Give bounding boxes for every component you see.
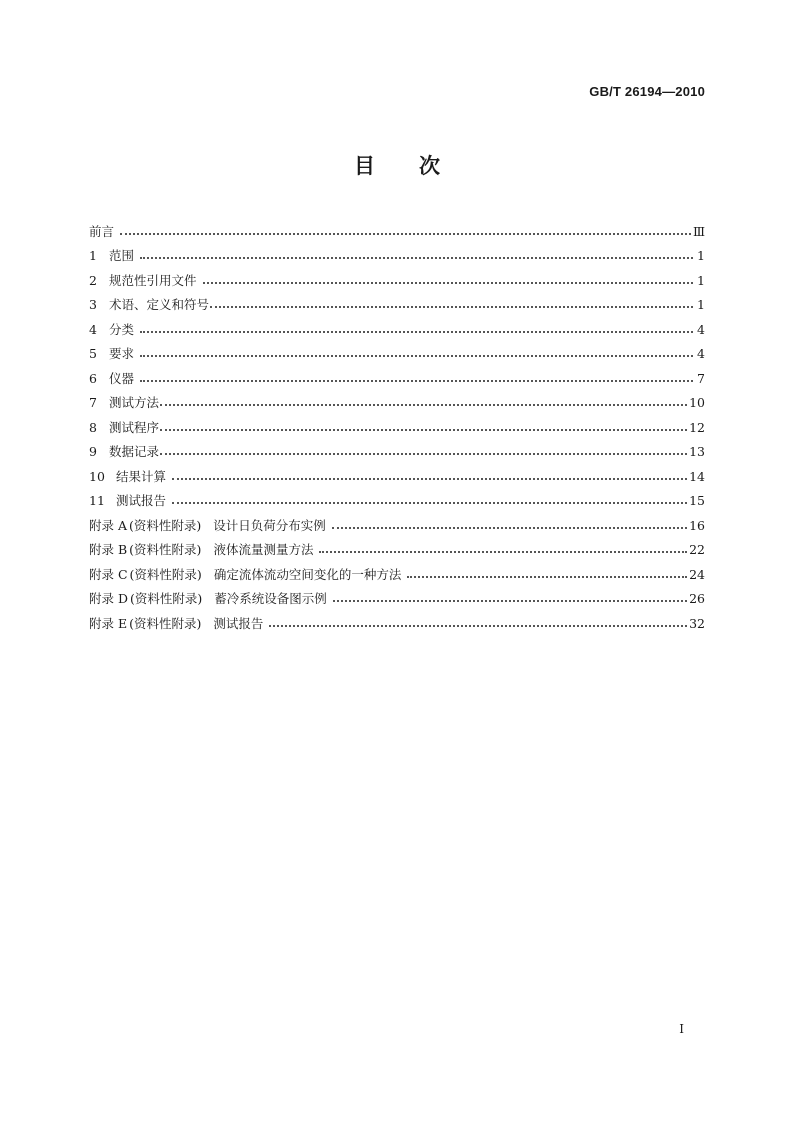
toc-entry-label	[89, 297, 209, 313]
toc-entry-label	[89, 248, 134, 264]
toc-entry-6[interactable]	[89, 362, 705, 387]
toc-annex-d[interactable]	[89, 583, 705, 608]
toc-entry-label	[89, 420, 159, 436]
toc-entry-page: 26	[689, 591, 705, 606]
toc-entry-foreword[interactable]	[89, 215, 705, 240]
toc-entry-number: 9	[89, 444, 97, 459]
toc-entry-title: 结果计算	[116, 468, 167, 484]
toc-entry-label	[89, 224, 114, 240]
toc-entry-label	[89, 518, 326, 534]
annex-note: (资料性附录)	[129, 566, 202, 582]
toc-entry-label	[89, 591, 327, 607]
annex-note: (资料性附录)	[129, 517, 202, 533]
toc-entry-page: 1	[697, 297, 705, 312]
toc-entry-4[interactable]	[89, 313, 705, 338]
toc-entry-title: 前言	[89, 223, 115, 239]
toc-entry-page: Ⅲ	[692, 223, 705, 239]
toc-entry-1[interactable]	[89, 240, 705, 265]
toc-entry-11[interactable]	[89, 485, 705, 510]
toc-annex-a[interactable]	[89, 509, 705, 534]
toc-leader-dots	[140, 353, 693, 357]
table-of-contents	[89, 215, 705, 632]
toc-entry-title: 范围	[109, 248, 135, 263]
toc-entry-title: 测试程序	[109, 419, 160, 435]
toc-leader-dots	[203, 280, 693, 284]
toc-leader-dots	[407, 574, 687, 578]
toc-entry-page: 12	[689, 419, 705, 435]
annex-note: (资料性附录)	[129, 615, 202, 631]
toc-entry-page: 4	[697, 346, 705, 361]
toc-entry-number: 11	[89, 493, 105, 508]
toc-leader-dots	[172, 500, 687, 504]
annex-tag: 附录 E	[89, 615, 128, 631]
annex-title: 设计日负荷分布实例	[213, 517, 326, 533]
toc-entry-2[interactable]	[89, 264, 705, 289]
toc-entry-page: 15	[689, 493, 705, 508]
toc-entry-number: 2	[89, 272, 97, 288]
toc-entry-number: 4	[89, 321, 97, 337]
toc-entry-title: 要求	[109, 346, 135, 361]
toc-entry-label	[89, 371, 134, 387]
toc-leader-dots	[210, 304, 693, 308]
annex-title: 确定流体流动空间变化的一种方法	[213, 566, 402, 582]
toc-entry-label	[89, 346, 134, 362]
toc-leader-dots	[319, 549, 687, 553]
page-title-char-1: 目	[354, 154, 375, 178]
toc-entry-page: 4	[697, 321, 705, 337]
toc-entry-8[interactable]	[89, 411, 705, 436]
toc-entry-label	[89, 444, 159, 460]
toc-entry-number: 1	[89, 248, 97, 263]
toc-leader-dots	[269, 623, 687, 627]
toc-leader-dots	[172, 476, 687, 480]
toc-entry-page: 10	[689, 395, 705, 410]
standard-code: GB/T 26194—2010	[589, 84, 705, 99]
toc-entry-label	[89, 469, 166, 485]
toc-entry-number: 10	[89, 468, 105, 484]
toc-entry-3[interactable]	[89, 289, 705, 314]
toc-entry-number: 3	[89, 297, 97, 312]
toc-entry-label	[89, 395, 159, 411]
toc-entry-10[interactable]	[89, 460, 705, 485]
toc-annex-e[interactable]	[89, 607, 705, 632]
toc-entry-5[interactable]	[89, 338, 705, 363]
toc-entry-7[interactable]	[89, 387, 705, 412]
toc-entry-title: 测试方法	[109, 395, 160, 410]
toc-entry-number: 5	[89, 346, 97, 361]
toc-entry-page: 13	[689, 444, 705, 459]
annex-tag: 附录 D	[89, 591, 128, 606]
annex-tag: 附录 A	[89, 517, 128, 533]
toc-entry-title: 数据记录	[109, 444, 160, 459]
toc-leader-dots	[140, 329, 693, 333]
toc-entry-page: 1	[697, 272, 705, 288]
toc-entry-page: 14	[689, 468, 705, 484]
annex-title: 液体流量测量方法	[213, 542, 314, 557]
toc-entry-label	[89, 616, 263, 632]
annex-tag: 附录 C	[89, 566, 128, 582]
toc-entry-9[interactable]	[89, 436, 705, 461]
toc-entry-title: 测试报告	[116, 493, 167, 508]
toc-leader-dots	[120, 231, 691, 235]
toc-entry-title: 分类	[109, 321, 135, 337]
annex-title: 测试报告	[213, 615, 264, 631]
toc-entry-page: 24	[689, 566, 705, 582]
toc-leader-dots	[140, 378, 693, 382]
toc-entry-page: 32	[689, 615, 705, 631]
annex-tag: 附录 B	[89, 542, 128, 557]
annex-note: (资料性附录)	[130, 591, 203, 606]
toc-entry-label	[89, 567, 401, 583]
toc-entry-page: 1	[697, 248, 705, 263]
toc-entry-label	[89, 493, 166, 509]
toc-leader-dots	[160, 427, 687, 431]
toc-entry-label	[89, 322, 134, 338]
page-title-char-2: 次	[419, 154, 440, 178]
toc-annex-c[interactable]	[89, 558, 705, 583]
toc-entry-page: 7	[697, 370, 705, 386]
toc-entry-number: 7	[89, 395, 97, 410]
toc-leader-dots	[332, 525, 687, 529]
toc-leader-dots	[333, 598, 687, 602]
toc-leader-dots	[160, 451, 687, 455]
annex-title: 蓄冷系统设备图示例	[214, 591, 327, 606]
page-title	[0, 150, 794, 180]
toc-leader-dots	[160, 402, 687, 406]
toc-entry-page: 16	[689, 517, 705, 533]
toc-entry-number: 6	[89, 370, 97, 386]
toc-entry-title: 仪器	[109, 370, 135, 386]
toc-entry-title: 规范性引用文件	[109, 272, 197, 288]
toc-leader-dots	[140, 255, 693, 259]
toc-entry-title: 术语、定义和符号	[109, 297, 210, 312]
annex-note: (资料性附录)	[129, 542, 202, 557]
toc-entry-label	[89, 542, 313, 558]
toc-entry-label	[89, 273, 197, 289]
toc-annex-b[interactable]	[89, 534, 705, 559]
toc-entry-page: 22	[689, 542, 705, 557]
page-folio: I	[679, 1022, 684, 1036]
toc-entry-number: 8	[89, 419, 97, 435]
